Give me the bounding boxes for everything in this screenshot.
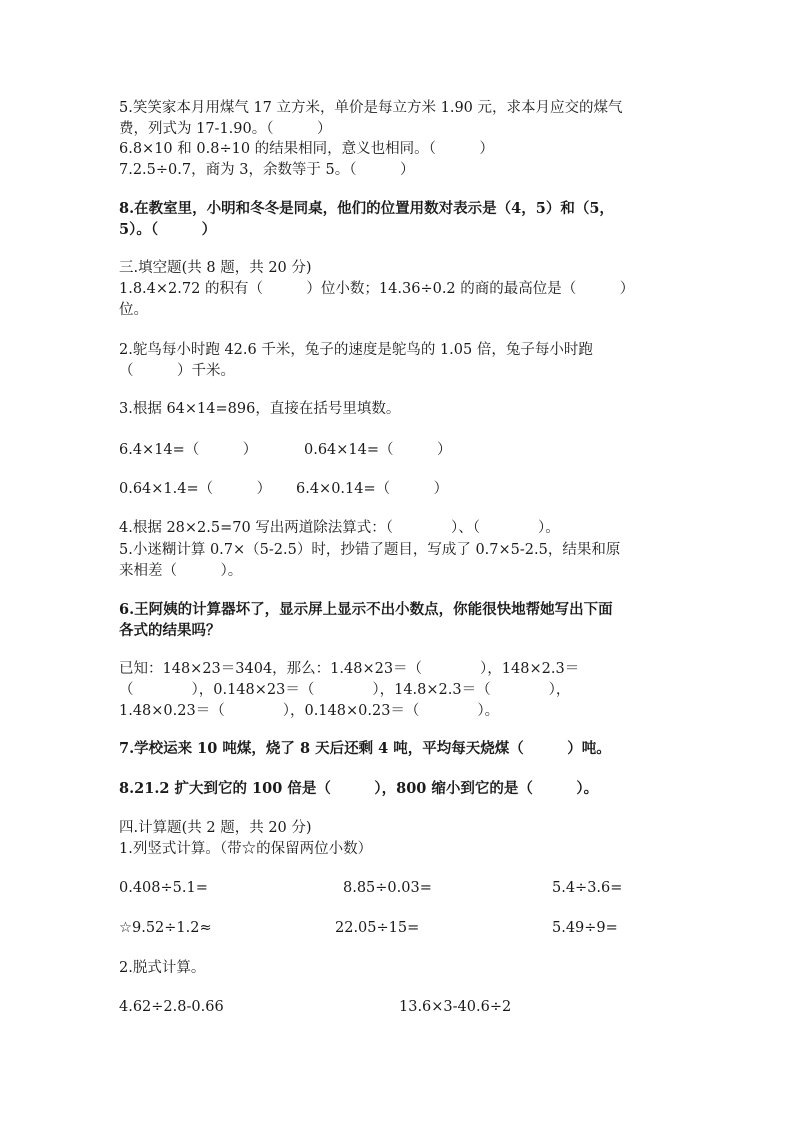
fill-q6-line2: 各式的结果吗？ [119,622,221,639]
calc-item: 8.85÷0.03= [343,880,432,896]
judge-q6: 6.8×10 和 0.8÷10 的结果相同，意义也相同。（ ） [119,141,494,157]
calc-q1: 1.列竖式计算。（带☆的保留两位小数） [119,841,373,857]
calc-item: 13.6×3-40.6÷2 [399,999,512,1015]
fill-q1-line2: 位。 [119,302,148,318]
calc-section-heading: 四.计算题(共 2 题，共 20 分) [119,820,312,836]
fill-q8: 8.21.2 扩大到它的 100 倍是（ ），800 缩小到它的是（ ）。 [119,780,599,797]
calc-item: 5.49÷9= [552,920,618,936]
fill-q6-line1: 6.王阿姨的计算器坏了，显示屏上显示不出小数点，你能很快地帮她写出下面 [119,601,613,618]
fill-q3-item-d: 6.4×0.14=（ ） [296,481,449,497]
calc-item: 4.62÷2.8-0.66 [119,999,224,1015]
judge-q5-line1: 5.笑笑家本月用煤气 17 立方米，单价是每立方米 1.90 元，求本月应交的煤气 [119,100,623,116]
fill-q6-line4: （ ），0.148×23＝（ ），14.8×2.3＝（ ）， [119,682,571,698]
fill-q3-item-b: 0.64×14=（ ） [304,442,452,458]
fill-q1-line1: 1.8.4×2.72 的积有（ ）位小数；14.36÷0.2 的商的最高位是（ ） [119,281,635,297]
fill-q6-line5: 1.48×0.23＝（ ），0.148×0.23＝（ ）。 [119,703,500,719]
judge-q8-line1: 8.在教室里，小明和冬冬是同桌，他们的位置用数对表示是（4，5）和（5， [119,200,614,217]
calc-item: ☆9.52÷1.2≈ [119,920,212,936]
fill-q2-line2: （ ）千米。 [119,363,235,379]
judge-q8-line2: 5）。（ ） [119,221,217,238]
calc-item: 5.4÷3.6= [552,880,623,896]
calc-item: 0.408÷5.1= [119,880,208,896]
fill-q7: 7.学校运来 10 吨煤，烧了 8 天后还剩 4 吨，平均每天烧煤（ ）吨。 [119,740,611,757]
fill-section-heading: 三.填空题(共 8 题，共 20 分) [119,260,312,276]
judge-q7: 7.2.5÷0.7，商为 3，余数等于 5。（ ） [119,162,415,178]
calc-item: 22.05÷15= [335,920,420,936]
calc-q2: 2.脱式计算。 [119,960,206,976]
judge-q5-line2: 费，列式为 17-1.90。（ ） [119,121,332,137]
fill-q4: 4.根据 28×2.5=70 写出两道除法算式：（ ）、（ ）。 [119,520,560,536]
fill-q3-item-c: 0.64×1.4=（ ） [119,481,272,497]
fill-q3: 3.根据 64×14=896，直接在括号里填数。 [119,401,401,417]
fill-q5-line1: 5.小迷糊计算 0.7×（5-2.5）时，抄错了题目，写成了 0.7×5-2.5，结果和原 [119,542,621,558]
fill-q2-line1: 2.鸵鸟每小时跑 42.6 千米，兔子的速度是鸵鸟的 1.05 倍，兔子每小时跑 [119,342,593,358]
fill-q3-item-a: 6.4×14=（ ） [119,442,258,458]
fill-q5-line2: 来相差（ ）。 [119,563,243,579]
fill-q6-line3: 已知：148×23＝3404，那么：1.48×23＝（ ），148×2.3＝ [119,661,580,677]
